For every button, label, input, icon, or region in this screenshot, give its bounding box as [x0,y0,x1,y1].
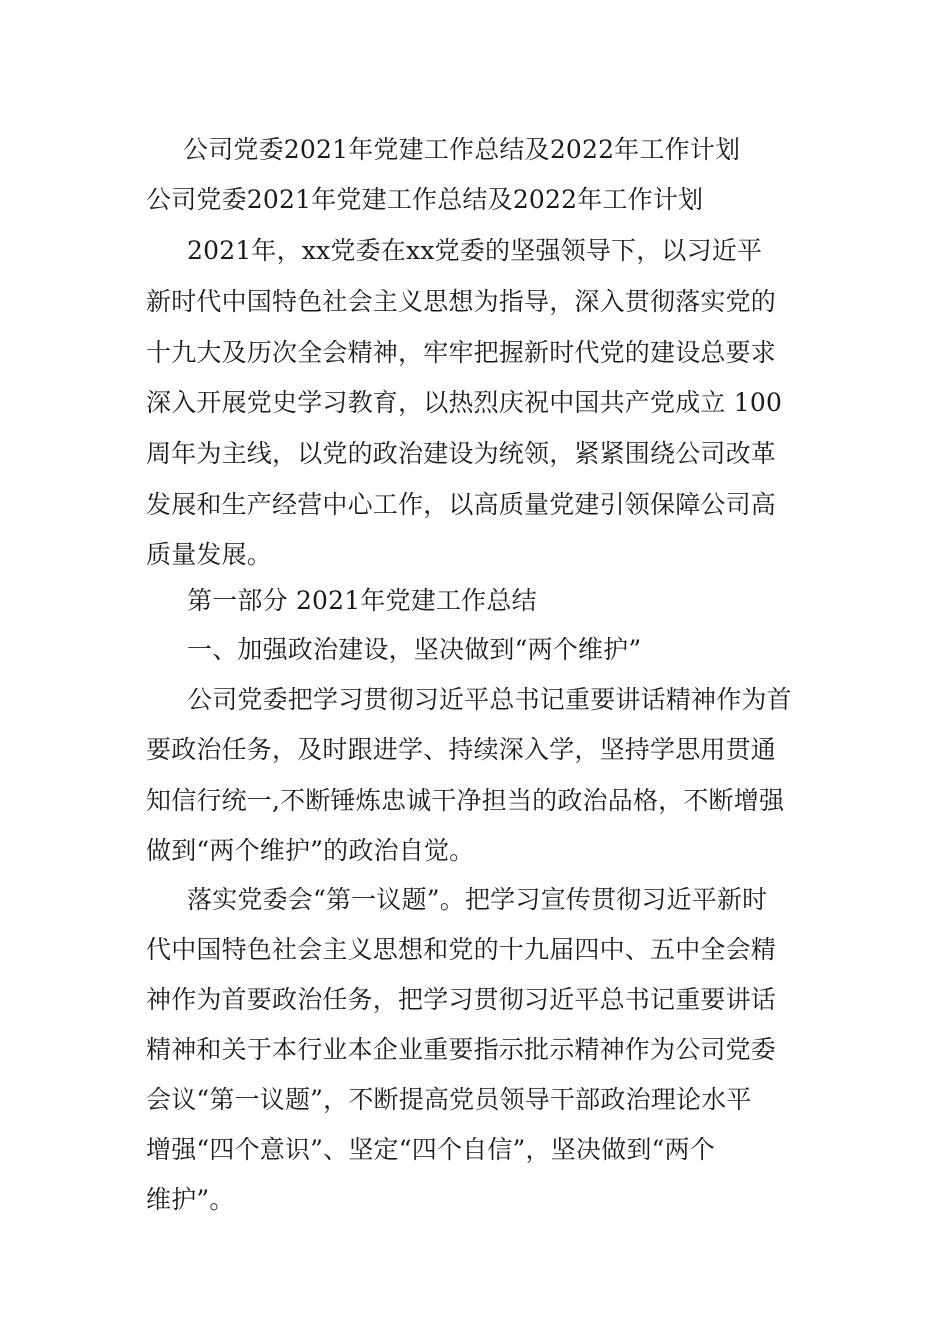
text-line: 会议“第一议题”，不断提高党员领导干部政治理论水平 [146,1085,752,1114]
text-line: 知信行统一,不断锤炼忠诚干净担当的政治品格，不断增强 [146,786,785,815]
subsection-heading: 一、加强政治建设，坚决做到“两个维护” [187,635,642,664]
text-line: 神作为首要政治任务，把学习贯彻习近平总书记重要讲话 [146,985,777,1014]
text-line: 要政治任务，及时跟进学、持续深入学，坚持学思用贯通 [146,735,777,764]
text-line: 精神和关于本行业本企业重要指示批示精神作为公司党委 [146,1035,777,1064]
text-line: 十九大及历次全会精神，牢牢把握新时代党的建设总要求 [146,338,777,367]
text-line: 发展和生产经营中心工作，以高质量党建引领保障公司高 [146,490,777,519]
text-line: 维护”。 [146,1185,235,1214]
text-line: 公司党委把学习贯彻习近平总书记重要讲话精神作为首 [187,685,792,714]
text-line: 深入开展党史学习教育，以热烈庆祝中国共产党成立 100 [146,388,783,417]
document-title: 公司党委2021年党建工作总结及2022年工作计划 [183,135,741,164]
text-line: 做到“两个维护”的政治自觉。 [146,836,475,865]
text-line: 新时代中国特色社会主义思想为指导，深入贯彻落实党的 [146,287,777,316]
section-heading: 第一部分 2021年党建工作总结 [187,586,537,615]
text-line: 落实党委会“第一议题”。把学习宣传贯彻习近平新时 [187,885,768,914]
document-subtitle: 公司党委2021年党建工作总结及2022年工作计划 [146,185,704,214]
text-line: 增强“四个意识”、坚定“四个自信”，坚决做到“两个 [146,1135,715,1164]
text-line: 2021年，xx党委在xx党委的坚强领导下，以习近平 [187,236,763,265]
text-line: 周年为主线，以党的政治建设为统领，紧紧围绕公司改革 [146,439,777,468]
text-line: 质量发展。 [146,540,273,569]
text-line: 代中国特色社会主义思想和党的十九届四中、五中全会精 [146,935,777,964]
